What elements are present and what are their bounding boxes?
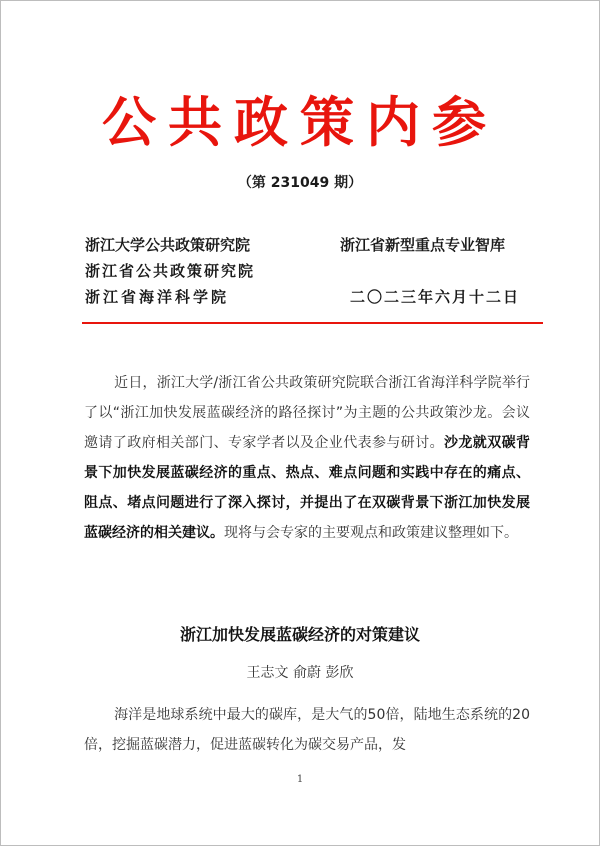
section-paragraph-text: 海洋是地球系统中最大的碳库，是大气的50倍，陆地生态系统的20倍，挖掘蓝碳潜力，促进蓝碳转化为碳交易产品，发 [84,707,530,753]
authors-line: 王志文 俞蔚 彭欣 [246,665,354,681]
organization-name: 浙江省公共政策研究院 [85,262,256,280]
red-divider [82,322,543,324]
intro-closing-text: 现将与会专家的主要观点和政策建议整理如下。 [224,525,518,541]
intro-highlight-text: 沙龙就双碳背景下加快发展蓝碳经济的重点、热点、难点问题和实践中存在的痛点、阻点、堵点问题进行了深入探讨，并提出了在双碳背景下浙江加快发展蓝碳经济的相关建议。 [84,435,530,541]
organization-list [85,232,255,310]
organization-name: 浙江省海洋科学院 [85,288,230,306]
masthead-title: 公共政策内参 [102,91,498,154]
organization-name: 浙江大学公共政策研究院 [85,236,251,254]
page-number: 1 [296,774,304,785]
intro-paragraph [84,368,530,548]
section-paragraph [84,700,530,760]
header-right-column [340,232,520,310]
issue-number: （第 231049 期） [237,175,363,191]
issue-date: 二〇二三年六月十二日 [350,288,521,306]
think-tank-label: 浙江省新型重点专业智库 [340,236,506,254]
section-title: 浙江加快发展蓝碳经济的对策建议 [179,625,420,644]
intro-text: 近日，浙江大学/浙江省公共政策研究院联合浙江省海洋科学院举行了以“浙江加快发展蓝碳经济的路径探讨”为主题的公共政策沙龙。会议邀请了政府相关部门、专家学者以及企业代表参与研讨。 [84,375,530,451]
